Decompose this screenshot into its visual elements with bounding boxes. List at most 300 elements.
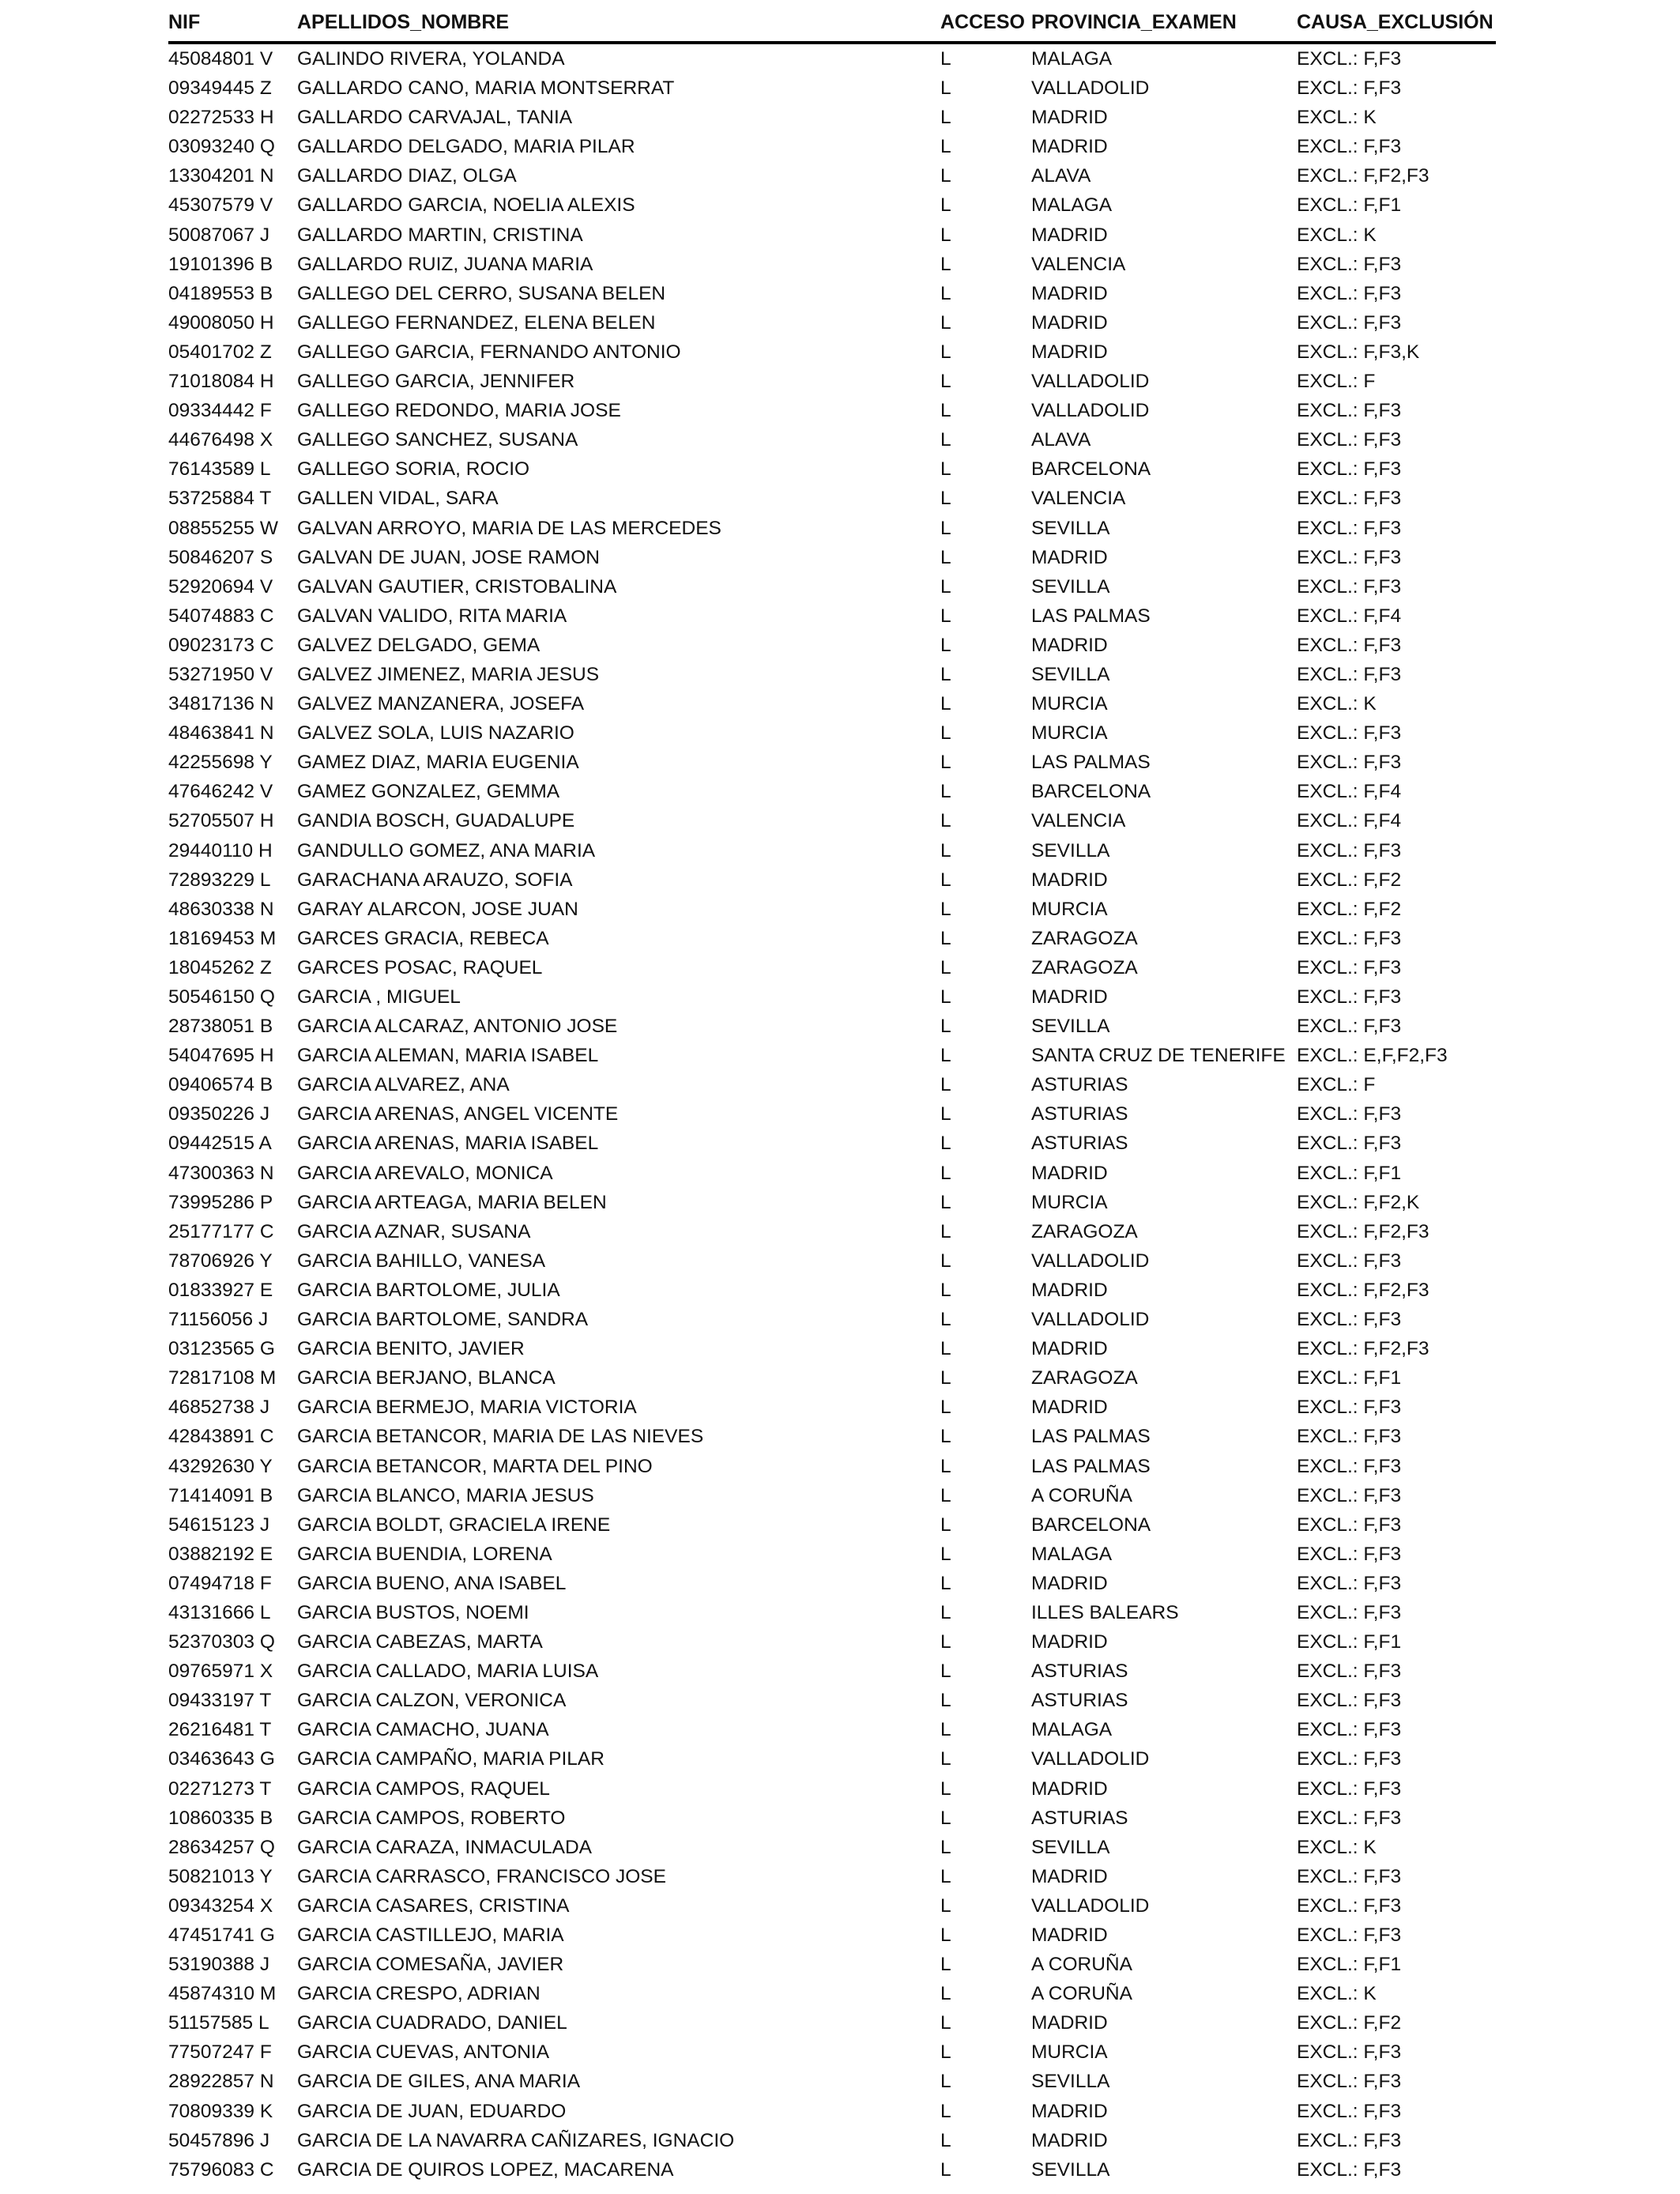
causa-cell: EXCL.: F,F3 xyxy=(1297,546,1402,568)
table-row xyxy=(168,1921,1496,1950)
acceso-cell: L xyxy=(940,1250,951,1272)
causa-cell: EXCL.: F,F3 xyxy=(1297,1690,1402,1712)
name-cell: GARCIA CARAZA, INMACULADA xyxy=(297,1836,593,1858)
name-cell: GALVAN ARROYO, MARIA DE LAS MERCEDES xyxy=(297,517,721,539)
provincia-cell: MADRID xyxy=(1031,1572,1108,1594)
nif-cell: 52920694 V xyxy=(168,575,273,598)
causa-cell: EXCL.: F,F3 xyxy=(1297,1543,1402,1565)
provincia-cell: VALLADOLID xyxy=(1031,1309,1150,1331)
table-row xyxy=(168,1276,1496,1305)
table-row xyxy=(168,1950,1496,1979)
column-header-provincia-examen: PROVINCIA_EXAMEN xyxy=(1031,11,1237,33)
acceso-cell: L xyxy=(940,2012,951,2034)
provincia-cell: MADRID xyxy=(1031,1279,1108,1301)
table-row xyxy=(168,132,1496,161)
causa-cell: EXCL.: K xyxy=(1297,1836,1377,1858)
name-cell: GARCIA DE JUAN, EDUARDO xyxy=(297,2100,567,2122)
nif-cell: 73995286 P xyxy=(168,1191,273,1213)
nif-cell: 25177177 C xyxy=(168,1220,274,1242)
name-cell: GARCIA DE LA NAVARRA CAÑIZARES, IGNACIO xyxy=(297,2129,735,2151)
name-cell: GARCIA ARENAS, ANGEL VICENTE xyxy=(297,1103,619,1125)
acceso-cell: L xyxy=(940,1983,951,2005)
table-row xyxy=(168,2097,1496,2126)
provincia-cell: VALLADOLID xyxy=(1031,400,1150,422)
acceso-cell: L xyxy=(940,429,951,451)
table-row xyxy=(168,161,1496,190)
table-row xyxy=(168,1246,1496,1276)
causa-cell: EXCL.: F,F3 xyxy=(1297,1250,1402,1272)
name-cell: GARCIA BENITO, JAVIER xyxy=(297,1338,525,1360)
name-cell: GARCIA AREVALO, MONICA xyxy=(297,1162,553,1184)
provincia-cell: MADRID xyxy=(1031,1397,1108,1419)
causa-cell: EXCL.: F,F3 xyxy=(1297,48,1402,70)
name-cell: GARCIA BLANCO, MARIA JESUS xyxy=(297,1484,594,1506)
provincia-cell: MADRID xyxy=(1031,1162,1108,1184)
name-cell: GARAY ALARCON, JOSE JUAN xyxy=(297,898,578,920)
acceso-cell: L xyxy=(940,1016,951,1038)
causa-cell: EXCL.: F,F3 xyxy=(1297,1865,1402,1887)
table-row xyxy=(168,982,1496,1012)
name-cell: GARCIA CARRASCO, FRANCISCO JOSE xyxy=(297,1865,666,1887)
causa-cell: EXCL.: F,F3 xyxy=(1297,1601,1402,1623)
provincia-cell: ASTURIAS xyxy=(1031,1103,1128,1125)
nif-cell: 18045262 Z xyxy=(168,956,272,978)
name-cell: GARCIA BARTOLOME, JULIA xyxy=(297,1279,560,1301)
nif-cell: 42255698 Y xyxy=(168,752,273,774)
nif-cell: 48630338 N xyxy=(168,898,274,920)
acceso-cell: L xyxy=(940,781,951,803)
acceso-cell: L xyxy=(940,1836,951,1858)
causa-cell: EXCL.: F,F3 xyxy=(1297,1748,1402,1770)
acceso-cell: L xyxy=(940,1690,951,1712)
nif-cell: 53725884 T xyxy=(168,488,272,510)
causa-cell: EXCL.: E,F,F2,F3 xyxy=(1297,1045,1448,1067)
causa-cell: EXCL.: K xyxy=(1297,107,1377,129)
causa-cell: EXCL.: F,F3 xyxy=(1297,1133,1402,1155)
causa-cell: EXCL.: F,F3 xyxy=(1297,488,1402,510)
name-cell: GALLARDO RUIZ, JUANA MARIA xyxy=(297,253,593,275)
causa-cell: EXCL.: F,F3 xyxy=(1297,136,1402,158)
table-row xyxy=(168,1393,1496,1422)
causa-cell: EXCL.: F,F3 xyxy=(1297,663,1402,685)
causa-cell: EXCL.: F,F3 xyxy=(1297,1426,1402,1448)
causa-cell: EXCL.: F,F3 xyxy=(1297,429,1402,451)
table-row xyxy=(168,2126,1496,2155)
provincia-cell: ZARAGOZA xyxy=(1031,1220,1138,1242)
causa-cell: EXCL.: F,F3 xyxy=(1297,2158,1402,2181)
table-header xyxy=(168,9,1496,44)
name-cell: GARCIA CASARES, CRISTINA xyxy=(297,1894,570,1917)
provincia-cell: LAS PALMAS xyxy=(1031,1426,1151,1448)
causa-cell: EXCL.: F,F2 xyxy=(1297,2012,1402,2034)
name-cell: GARCIA ALEMAN, MARIA ISABEL xyxy=(297,1045,599,1067)
table-row xyxy=(168,631,1496,660)
provincia-cell: MADRID xyxy=(1031,869,1108,891)
acceso-cell: L xyxy=(940,1279,951,1301)
acceso-cell: L xyxy=(940,1191,951,1213)
acceso-cell: L xyxy=(940,107,951,129)
nif-cell: 07494718 F xyxy=(168,1572,272,1594)
provincia-cell: SEVILLA xyxy=(1031,839,1110,861)
nif-cell: 19101396 B xyxy=(168,253,273,275)
provincia-cell: ZARAGOZA xyxy=(1031,1367,1138,1389)
causa-cell: EXCL.: F,F3 xyxy=(1297,956,1402,978)
causa-cell: EXCL.: F,F3 xyxy=(1297,400,1402,422)
provincia-cell: ALAVA xyxy=(1031,429,1091,451)
nif-cell: 50457896 J xyxy=(168,2129,270,2151)
name-cell: GALLEN VIDAL, SARA xyxy=(297,488,499,510)
table-row xyxy=(168,337,1496,367)
nif-cell: 02272533 H xyxy=(168,107,274,129)
table-row xyxy=(168,44,1496,74)
name-cell: GALLARDO DIAZ, OLGA xyxy=(297,165,517,187)
nif-cell: 08855255 W xyxy=(168,517,278,539)
table-row xyxy=(168,1744,1496,1774)
nif-cell: 77507247 F xyxy=(168,2041,272,2064)
provincia-cell: MADRID xyxy=(1031,224,1108,246)
name-cell: GARCIA DE GILES, ANA MARIA xyxy=(297,2071,581,2093)
acceso-cell: L xyxy=(940,1397,951,1419)
table-row xyxy=(168,543,1496,572)
name-cell: GALVEZ MANZANERA, JOSEFA xyxy=(297,693,585,715)
causa-cell: EXCL.: F,F3 xyxy=(1297,2071,1402,2093)
name-cell: GARCIA BUSTOS, NOEMI xyxy=(297,1601,529,1623)
nif-cell: 70809339 K xyxy=(168,2100,273,2122)
table-row xyxy=(168,250,1496,279)
name-cell: GALVAN VALIDO, RITA MARIA xyxy=(297,605,567,627)
provincia-cell: ASTURIAS xyxy=(1031,1661,1128,1683)
acceso-cell: L xyxy=(940,575,951,598)
provincia-cell: MURCIA xyxy=(1031,2041,1108,2064)
nif-cell: 13304201 N xyxy=(168,165,274,187)
table-row xyxy=(168,425,1496,454)
acceso-cell: L xyxy=(940,311,951,334)
table-row xyxy=(168,1452,1496,1481)
name-cell: GARCIA BAHILLO, VANESA xyxy=(297,1250,546,1272)
provincia-cell: VALLADOLID xyxy=(1031,77,1150,100)
causa-cell: EXCL.: F,F3 xyxy=(1297,1661,1402,1683)
nif-cell: 45874310 M xyxy=(168,1983,277,2005)
acceso-cell: L xyxy=(940,1601,951,1623)
nif-cell: 01833927 E xyxy=(168,1279,273,1301)
causa-cell: EXCL.: F,F3 xyxy=(1297,1484,1402,1506)
acceso-cell: L xyxy=(940,1074,951,1096)
nif-cell: 53190388 J xyxy=(168,1954,270,1976)
table-row xyxy=(168,1686,1496,1715)
nif-cell: 53271950 V xyxy=(168,663,273,685)
causa-cell: EXCL.: F,F3 xyxy=(1297,575,1402,598)
causa-cell: EXCL.: F,F1 xyxy=(1297,1631,1402,1653)
table-row xyxy=(168,308,1496,337)
table-row xyxy=(168,1422,1496,1451)
nif-cell: 50821013 Y xyxy=(168,1865,273,1887)
causa-cell: EXCL.: F,F3 xyxy=(1297,1397,1402,1419)
table-row xyxy=(168,1657,1496,1686)
provincia-cell: ASTURIAS xyxy=(1031,1690,1128,1712)
table-row xyxy=(168,1188,1496,1217)
provincia-cell: BARCELONA xyxy=(1031,458,1151,481)
acceso-cell: L xyxy=(940,136,951,158)
causa-cell: EXCL.: F,F3 xyxy=(1297,2041,1402,2064)
provincia-cell: MADRID xyxy=(1031,311,1108,334)
nif-cell: 09442515 A xyxy=(168,1133,272,1155)
acceso-cell: L xyxy=(940,48,951,70)
acceso-cell: L xyxy=(940,224,951,246)
causa-cell: EXCL.: F,F3 xyxy=(1297,77,1402,100)
name-cell: GARCIA ALCARAZ, ANTONIO JOSE xyxy=(297,1016,618,1038)
provincia-cell: VALLADOLID xyxy=(1031,1748,1150,1770)
name-cell: GALLARDO MARTIN, CRISTINA xyxy=(297,224,583,246)
table-row xyxy=(168,1891,1496,1921)
causa-cell: EXCL.: F,F3 xyxy=(1297,2100,1402,2122)
nif-cell: 09349445 Z xyxy=(168,77,272,100)
provincia-cell: LAS PALMAS xyxy=(1031,1455,1151,1477)
name-cell: GALVEZ JIMENEZ, MARIA JESUS xyxy=(297,663,600,685)
acceso-cell: L xyxy=(940,1426,951,1448)
name-cell: GARCIA CAMPOS, RAQUEL xyxy=(297,1777,550,1800)
nif-cell: 03463643 G xyxy=(168,1748,275,1770)
table-row xyxy=(168,777,1496,806)
name-cell: GALLEGO SANCHEZ, SUSANA xyxy=(297,429,578,451)
acceso-cell: L xyxy=(940,1807,951,1829)
provincia-cell: A CORUÑA xyxy=(1031,1954,1132,1976)
causa-cell: EXCL.: F,F3 xyxy=(1297,1514,1402,1536)
provincia-cell: SEVILLA xyxy=(1031,2158,1110,2181)
causa-cell: EXCL.: F,F2,K xyxy=(1297,1191,1420,1213)
acceso-cell: L xyxy=(940,1133,951,1155)
table-row xyxy=(168,1129,1496,1158)
name-cell: GALVEZ SOLA, LUIS NAZARIO xyxy=(297,722,574,745)
acceso-cell: L xyxy=(940,1484,951,1506)
provincia-cell: MURCIA xyxy=(1031,693,1108,715)
name-cell: GARCIA CABEZAS, MARTA xyxy=(297,1631,543,1653)
causa-cell: EXCL.: F,F3 xyxy=(1297,1777,1402,1800)
table-row xyxy=(168,454,1496,484)
nif-cell: 71156056 J xyxy=(168,1309,269,1331)
nif-cell: 47300363 N xyxy=(168,1162,274,1184)
causa-cell: EXCL.: F,F3 xyxy=(1297,311,1402,334)
name-cell: GARCIA AZNAR, SUSANA xyxy=(297,1220,531,1242)
acceso-cell: L xyxy=(940,634,951,656)
table-row xyxy=(168,806,1496,835)
nif-cell: 02271273 T xyxy=(168,1777,272,1800)
table-row xyxy=(168,1012,1496,1041)
table-row xyxy=(168,1217,1496,1246)
name-cell: GARCIA ARTEAGA, MARIA BELEN xyxy=(297,1191,607,1213)
table-row xyxy=(168,1774,1496,1804)
provincia-cell: ZARAGOZA xyxy=(1031,956,1138,978)
table-row xyxy=(168,1159,1496,1188)
acceso-cell: L xyxy=(940,839,951,861)
nif-cell: 09343254 X xyxy=(168,1894,273,1917)
acceso-cell: L xyxy=(940,400,951,422)
causa-cell: EXCL.: F,F3 xyxy=(1297,986,1402,1008)
nif-cell: 03123565 G xyxy=(168,1338,275,1360)
causa-cell: EXCL.: F,F3 xyxy=(1297,927,1402,949)
provincia-cell: A CORUÑA xyxy=(1031,1484,1132,1506)
acceso-cell: L xyxy=(940,956,951,978)
nif-cell: 71414091 B xyxy=(168,1484,273,1506)
provincia-cell: LAS PALMAS xyxy=(1031,752,1151,774)
provincia-cell: MADRID xyxy=(1031,107,1108,129)
nif-cell: 09765971 X xyxy=(168,1661,273,1683)
table-row xyxy=(168,279,1496,308)
causa-cell: EXCL.: F,F3 xyxy=(1297,1807,1402,1829)
provincia-cell: MADRID xyxy=(1031,1924,1108,1946)
acceso-cell: L xyxy=(940,1543,951,1565)
provincia-cell: MADRID xyxy=(1031,2100,1108,2122)
name-cell: GALLARDO CANO, MARIA MONTSERRAT xyxy=(297,77,675,100)
table-row xyxy=(168,2008,1496,2038)
provincia-cell: SANTA CRUZ DE TENERIFE xyxy=(1031,1045,1286,1067)
nif-cell: 09334442 F xyxy=(168,400,272,422)
table-row xyxy=(168,2038,1496,2067)
provincia-cell: ZARAGOZA xyxy=(1031,927,1138,949)
nif-cell: 18169453 M xyxy=(168,927,277,949)
acceso-cell: L xyxy=(940,1719,951,1741)
table-row xyxy=(168,895,1496,924)
provincia-cell: MADRID xyxy=(1031,2129,1108,2151)
name-cell: GARCIA CAMACHO, JUANA xyxy=(297,1719,549,1741)
provincia-cell: SEVILLA xyxy=(1031,2071,1110,2093)
causa-cell: EXCL.: F,F1 xyxy=(1297,1367,1402,1389)
causa-cell: EXCL.: F,F3 xyxy=(1297,1309,1402,1331)
name-cell: GANDIA BOSCH, GUADALUPE xyxy=(297,810,575,832)
nif-cell: 78706926 Y xyxy=(168,1250,273,1272)
provincia-cell: MADRID xyxy=(1031,2012,1108,2034)
table-row xyxy=(168,1363,1496,1393)
causa-cell: EXCL.: F,F1 xyxy=(1297,1162,1402,1184)
table-row xyxy=(168,74,1496,103)
nif-cell: 50846207 S xyxy=(168,546,273,568)
name-cell: GALLEGO SORIA, ROCIO xyxy=(297,458,530,481)
provincia-cell: MADRID xyxy=(1031,546,1108,568)
nif-cell: 43131666 L xyxy=(168,1601,271,1623)
provincia-cell: ALAVA xyxy=(1031,165,1091,187)
provincia-cell: BARCELONA xyxy=(1031,1514,1151,1536)
name-cell: GARCIA BOLDT, GRACIELA IRENE xyxy=(297,1514,611,1536)
acceso-cell: L xyxy=(940,927,951,949)
name-cell: GARCIA CRESPO, ADRIAN xyxy=(297,1983,541,2005)
acceso-cell: L xyxy=(940,1220,951,1242)
provincia-cell: VALLADOLID xyxy=(1031,371,1150,393)
acceso-cell: L xyxy=(940,2158,951,2181)
nif-cell: 50087067 J xyxy=(168,224,270,246)
causa-cell: EXCL.: F,F4 xyxy=(1297,810,1402,832)
name-cell: GARCIA BERMEJO, MARIA VICTORIA xyxy=(297,1397,637,1419)
name-cell: GALLEGO REDONDO, MARIA JOSE xyxy=(297,400,621,422)
acceso-cell: L xyxy=(940,1631,951,1653)
acceso-cell: L xyxy=(940,2100,951,2122)
acceso-cell: L xyxy=(940,986,951,1008)
name-cell: GALVAN GAUTIER, CRISTOBALINA xyxy=(297,575,617,598)
nif-cell: 47451741 G xyxy=(168,1924,275,1946)
provincia-cell: A CORUÑA xyxy=(1031,1983,1132,2005)
nif-cell: 54047695 H xyxy=(168,1045,274,1067)
causa-cell: EXCL.: F,F3 xyxy=(1297,458,1402,481)
name-cell: GARCIA BETANCOR, MARTA DEL PINO xyxy=(297,1455,653,1477)
provincia-cell: SEVILLA xyxy=(1031,1836,1110,1858)
table-row xyxy=(168,367,1496,396)
causa-cell: EXCL.: F,F3 xyxy=(1297,1894,1402,1917)
name-cell: GARCES POSAC, RAQUEL xyxy=(297,956,543,978)
acceso-cell: L xyxy=(940,1455,951,1477)
provincia-cell: MALAGA xyxy=(1031,48,1113,70)
causa-cell: EXCL.: F xyxy=(1297,371,1376,393)
table-row xyxy=(168,484,1496,513)
causa-cell: EXCL.: F,F3 xyxy=(1297,2129,1402,2151)
causa-cell: EXCL.: F,F2,F3 xyxy=(1297,1338,1430,1360)
provincia-cell: MADRID xyxy=(1031,634,1108,656)
provincia-cell: SEVILLA xyxy=(1031,663,1110,685)
table-row xyxy=(168,1510,1496,1540)
acceso-cell: L xyxy=(940,488,951,510)
name-cell: GARCIA CAMPAÑO, MARIA PILAR xyxy=(297,1748,605,1770)
name-cell: GALINDO RIVERA, YOLANDA xyxy=(297,48,565,70)
name-cell: GALVEZ DELGADO, GEMA xyxy=(297,634,541,656)
name-cell: GARCIA ALVAREZ, ANA xyxy=(297,1074,510,1096)
table-row xyxy=(168,1715,1496,1744)
table-body xyxy=(168,44,1496,2185)
causa-cell: EXCL.: F,F3 xyxy=(1297,1455,1402,1477)
nif-cell: 42843891 C xyxy=(168,1426,274,1448)
causa-cell: EXCL.: F,F2,F3 xyxy=(1297,165,1430,187)
table-row xyxy=(168,1041,1496,1070)
table-row xyxy=(168,1627,1496,1657)
table-row xyxy=(168,660,1496,689)
provincia-cell: MADRID xyxy=(1031,1631,1108,1653)
acceso-cell: L xyxy=(940,663,951,685)
table-row xyxy=(168,514,1496,543)
causa-cell: EXCL.: F,F4 xyxy=(1297,605,1402,627)
name-cell: GALLARDO CARVAJAL, TANIA xyxy=(297,107,573,129)
provincia-cell: MURCIA xyxy=(1031,898,1108,920)
table-row xyxy=(168,1979,1496,2008)
acceso-cell: L xyxy=(940,1661,951,1683)
provincia-cell: VALLADOLID xyxy=(1031,1250,1150,1272)
table-row xyxy=(168,2155,1496,2185)
acceso-cell: L xyxy=(940,722,951,745)
provincia-cell: SEVILLA xyxy=(1031,1016,1110,1038)
acceso-cell: L xyxy=(940,1367,951,1389)
name-cell: GALVAN DE JUAN, JOSE RAMON xyxy=(297,546,600,568)
acceso-cell: L xyxy=(940,2071,951,2093)
provincia-cell: VALENCIA xyxy=(1031,810,1126,832)
name-cell: GANDULLO GOMEZ, ANA MARIA xyxy=(297,839,596,861)
causa-cell: EXCL.: F,F2 xyxy=(1297,869,1402,891)
table-row xyxy=(168,1569,1496,1598)
name-cell: GALLARDO GARCIA, NOELIA ALEXIS xyxy=(297,194,635,217)
table-row xyxy=(168,689,1496,718)
name-cell: GARCIA BUENDIA, LORENA xyxy=(297,1543,552,1565)
nif-cell: 43292630 Y xyxy=(168,1455,273,1477)
name-cell: GARCIA CAMPOS, ROBERTO xyxy=(297,1807,566,1829)
name-cell: GARCIA CALZON, VERONICA xyxy=(297,1690,567,1712)
causa-cell: EXCL.: F,F3,K xyxy=(1297,341,1420,363)
causa-cell: EXCL.: F,F1 xyxy=(1297,194,1402,217)
nif-cell: 05401702 Z xyxy=(168,341,272,363)
provincia-cell: MADRID xyxy=(1031,282,1108,304)
nif-cell: 45084801 V xyxy=(168,48,273,70)
causa-cell: EXCL.: F,F3 xyxy=(1297,752,1402,774)
acceso-cell: L xyxy=(940,517,951,539)
causa-cell: EXCL.: F,F3 xyxy=(1297,253,1402,275)
acceso-cell: L xyxy=(940,165,951,187)
acceso-cell: L xyxy=(940,1924,951,1946)
causa-cell: EXCL.: K xyxy=(1297,1983,1377,2005)
provincia-cell: MURCIA xyxy=(1031,722,1108,745)
nif-cell: 52370303 Q xyxy=(168,1631,275,1653)
